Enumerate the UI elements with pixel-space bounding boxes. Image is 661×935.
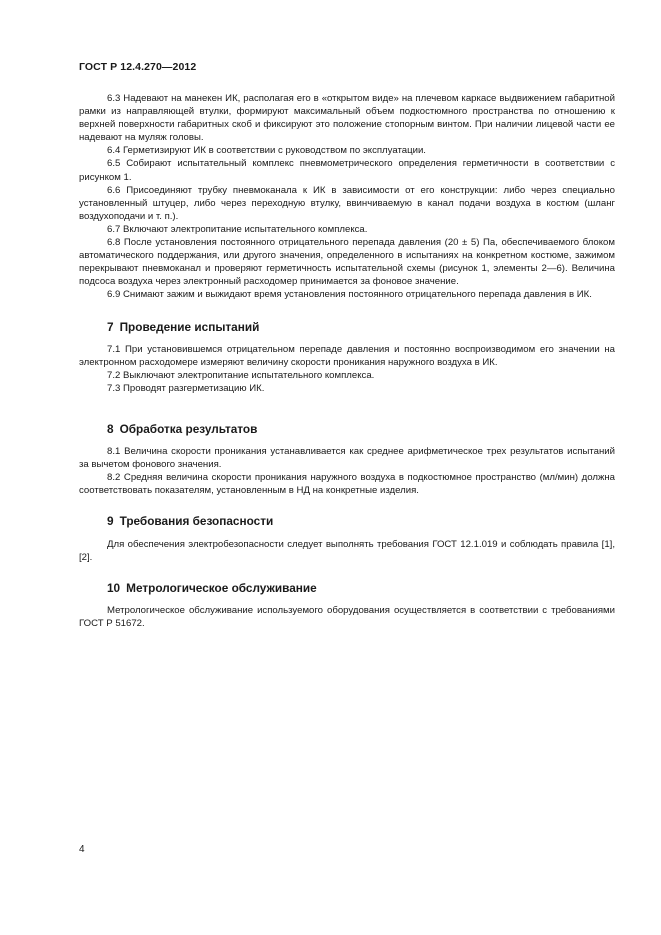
paragraph-9: Для обеспечения электробезопасности следует выполнять требования ГОСТ 12.1.019 и соблюдать правила [1], [2]. xyxy=(79,538,615,563)
section-heading-8 xyxy=(79,423,615,436)
section-title: Требования безопасности xyxy=(119,514,274,529)
section-heading-9 xyxy=(79,515,615,528)
section-number: 10 xyxy=(107,580,121,595)
section-number: 7 xyxy=(107,319,114,334)
section-number: 9 xyxy=(107,514,114,529)
paragraph-8-2: 8.2 Средняя величина скорости проникания наружного воздуха в подкостюмное пространство (мл/мин) должна соответствовать показателям, установленным в НД на конкретные изделия. xyxy=(79,472,615,497)
section-heading-7 xyxy=(79,321,615,334)
document-body xyxy=(79,92,615,630)
section-number: 8 xyxy=(107,421,114,436)
section-title: Обработка результатов xyxy=(119,421,258,436)
paragraph-6-4: 6.4 Герметизируют ИК в соответствии с руководством по эксплуатации. xyxy=(107,145,426,157)
paragraph-6-3: 6.3 Надевают на манекен ИК, располагая его в «открытом виде» на плечевом каркасе выдвижением габаритной рамки из направляющей втулки, формируют максимальный объем подкостюмного пространства по отношению к верхней поверхности габаритных скоб и фиксируют это положение стопорным винтом. При наличии лицевой части ее надевают на муляж головы. xyxy=(79,93,615,144)
paragraph-7-1: 7.1 При установившемся отрицательном перепаде давления и постоянно воспроизводимом его значении на электронном расходомере измеряют величину скорости проникания наружного воздуха в ИК. xyxy=(79,343,615,368)
paragraph-7-3: 7.3 Проводят разгерметизацию ИК. xyxy=(107,382,265,394)
page-number: 4 xyxy=(79,844,85,855)
section-heading-10 xyxy=(79,582,615,595)
paragraph-7-2: 7.2 Выключают электропитание испытательного комплекса. xyxy=(107,369,375,381)
section-title: Проведение испытаний xyxy=(119,319,260,334)
paragraph-6-7: 6.7 Включают электропитание испытательного комплекса. xyxy=(107,223,368,235)
paragraph-6-9: 6.9 Снимают зажим и выжидают время установления постоянного отрицательного перепада давления в ИК. xyxy=(107,289,592,301)
paragraph-10: Метрологическое обслуживание используемого оборудования осуществляется в соответствии с требованиями ГОСТ Р 51672. xyxy=(79,604,615,629)
paragraph-6-5: 6.5 Собирают испытательный комплекс пневмометрического определения герметичности в соответствии с рисунком 1. xyxy=(79,158,615,183)
paragraph-8-1: 8.1 Величина скорости проникания устанавливается как среднее арифметическое трех результатов испытаний за вычетом фонового значения. xyxy=(79,446,615,471)
section-title: Метрологическое обслуживание xyxy=(126,580,317,595)
paragraph-6-8: 6.8 После установления постоянного отрицательного перепада давления (20 ± 5) Па, обеспечиваемого блоком автоматического поддержания, или другого значения, определенного в испытаниях на конкретном костюме, зажимом перекрывают пневмоканал и проверяют герметичность испытательной схемы (рисунок 1, элементы 2—6). Величина подсоса воздуха через электронный расходомер принимается за фоновое значение. xyxy=(79,237,615,288)
document-code-header: ГОСТ Р 12.4.270—2012 xyxy=(79,61,197,73)
paragraph-6-6: 6.6 Присоединяют трубку пневмоканала к ИК в зависимости от его конструкции: либо через специально установленный штуцер, либо через переходную втулку, ввинчиваемую в канал подачи воздуха в костюм (шланг воздухоподачи и т. п.). xyxy=(79,184,615,222)
